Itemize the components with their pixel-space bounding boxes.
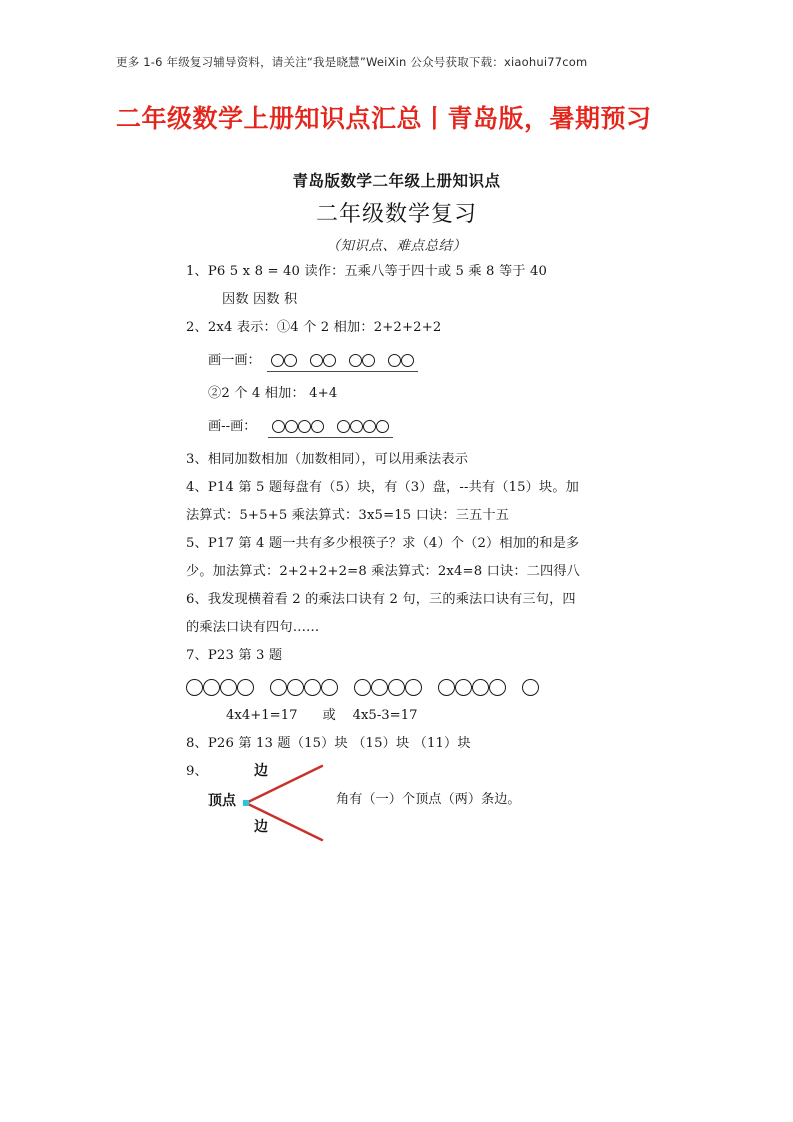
- circle-glyph: [203, 679, 220, 696]
- item-6-line-1: 6、我发现横着看 2 的乘法口诀有 2 句，三的乘法口诀有三句，四: [186, 592, 576, 607]
- vertex-label: 顶点: [208, 793, 236, 809]
- circle-glyph: [270, 679, 287, 696]
- circle-glyph: [298, 420, 311, 433]
- circle-group: [270, 679, 338, 696]
- angle-diagram: [186, 758, 616, 848]
- circle-glyph: [349, 354, 362, 367]
- circle-glyph: [405, 679, 422, 696]
- circle-glyph: [472, 679, 489, 696]
- circle-group: [272, 420, 324, 433]
- circle-glyph: [284, 354, 297, 367]
- vertex-dot: [243, 800, 249, 806]
- subtitle-summary: （知识点、难点总结）: [326, 238, 467, 254]
- circle-glyph: [337, 420, 350, 433]
- circle-glyph: [323, 354, 336, 367]
- circle-glyph: [376, 420, 389, 433]
- circle-glyph: [271, 354, 284, 367]
- circle-glyph: [310, 354, 323, 367]
- subtitle-edition: 青岛版数学二年级上册知识点: [292, 171, 501, 190]
- circle-glyph: [354, 679, 371, 696]
- item-7-circle-row: [186, 674, 616, 700]
- side-label-top: 边: [254, 763, 268, 779]
- circle-glyph: [237, 679, 254, 696]
- circle-glyph: [186, 679, 203, 696]
- circle-glyph: [388, 354, 401, 367]
- circle-glyph: [304, 679, 321, 696]
- item-9-line-1: 9、: [186, 764, 208, 779]
- circle-glyph: [363, 420, 376, 433]
- item-1-line-1: 1、P6 5 x 8 = 40 读作：五乘八等于四十或 5 乘 8 等于 40: [186, 264, 548, 279]
- circle-group: [349, 354, 375, 367]
- circle-glyph: [362, 354, 375, 367]
- circle-group: [522, 679, 539, 696]
- circle-group: [354, 679, 422, 696]
- item-4-line-1: 4、P14 第 5 题每盘有（5）块，有（3）盘，--共有（15）块。加: [186, 480, 580, 495]
- circle-glyph: [272, 420, 285, 433]
- item-2-draw-row-2: [208, 414, 616, 438]
- item-1-line-2: 因数 因数 积: [222, 292, 298, 307]
- side-label-bottom: 边: [254, 819, 268, 835]
- circle-group: [271, 354, 297, 367]
- circle-glyph: [388, 679, 405, 696]
- circle-underline-2: [268, 416, 393, 438]
- item-7-line-1: 7、P23 第 3 题: [186, 648, 283, 663]
- draw-label-1: 画一画：: [208, 353, 261, 368]
- circle-glyph: [350, 420, 363, 433]
- circle-glyph: [285, 420, 298, 433]
- circle-glyph: [321, 679, 338, 696]
- circle-group: [438, 679, 506, 696]
- circle-glyph: [371, 679, 388, 696]
- item-5-line-1: 5、P17 第 4 题一共有多少根筷子？求（4）个（2）相加的和是多: [186, 536, 580, 551]
- item-5-line-2: 少。加法算式：2+2+2+2=8 乘法算式：2x4=8 口诀：二四得八: [186, 564, 581, 579]
- item-2-line-2: ②2 个 4 相加： 4+4: [208, 386, 338, 401]
- subtitle-review: 二年级数学复习: [315, 202, 477, 227]
- item-2-draw-row-1: [208, 348, 616, 372]
- circle-group: [337, 420, 389, 433]
- circle-glyph: [438, 679, 455, 696]
- circle-glyph: [401, 354, 414, 367]
- angle-note-text: 角有（一）个顶点（两）条边。: [336, 792, 521, 807]
- circle-glyph: [311, 420, 324, 433]
- content-body: [186, 258, 616, 786]
- circle-group: [310, 354, 336, 367]
- circle-glyph: [455, 679, 472, 696]
- circle-group: [388, 354, 414, 367]
- promo-header-text: 更多 1-6 年级复习辅导资料，请关注“我是晓慧”WeiXin 公众号获取下载：xiaohui77com: [116, 55, 588, 69]
- circle-glyph: [522, 679, 539, 696]
- circle-group: [186, 679, 254, 696]
- item-3-line-1: 3、相同加数相加（加数相同），可以用乘法表示: [186, 452, 469, 467]
- draw-label-2: 画--画：: [208, 419, 257, 434]
- item-4-line-2: 法算式：5+5+5 乘法算式：3x5=15 口诀：三五十五: [186, 508, 510, 523]
- circle-glyph: [287, 679, 304, 696]
- item-6-line-2: 的乘法口诀有四句……: [186, 620, 320, 635]
- item-2-line-1: 2、2x4 表示：①4 个 2 相加：2+2+2+2: [186, 320, 442, 335]
- item-8-line-1: 8、P26 第 13 题（15）块 （15）块 （11）块: [186, 736, 471, 751]
- page-title: 二年级数学上册知识点汇总丨青岛版，暑期预习: [116, 104, 652, 133]
- circle-underline-1: [267, 350, 418, 372]
- circle-glyph: [489, 679, 506, 696]
- circle-glyph: [220, 679, 237, 696]
- item-7-equation: 4x4+1=17 或 4x5-3=17: [226, 708, 418, 723]
